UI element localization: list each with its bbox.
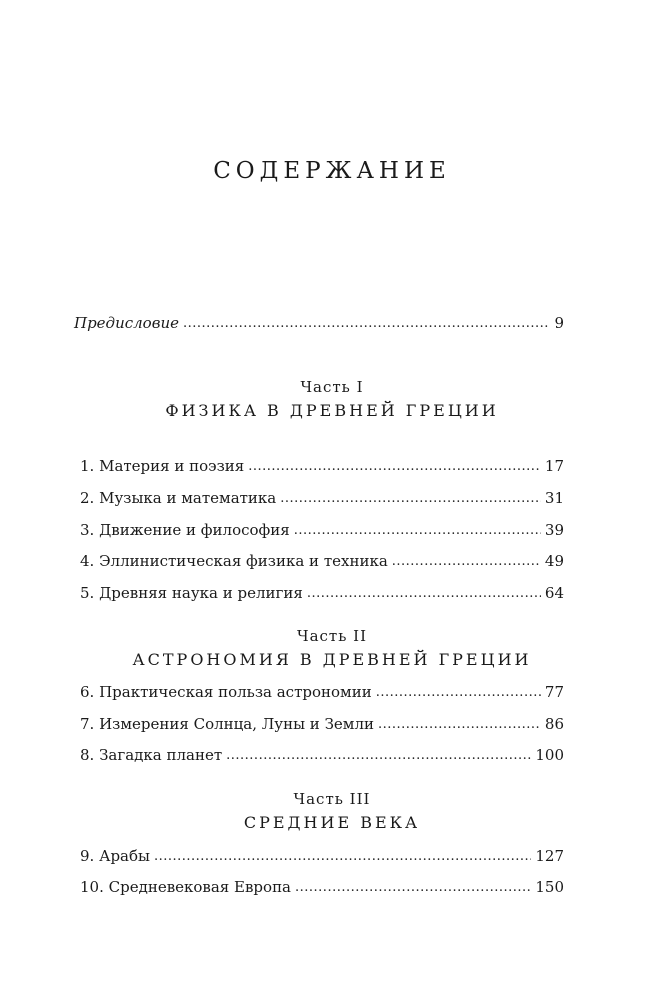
toc-entry[interactable] (80, 488, 564, 510)
part-title: СРЕДНИЕ ВЕКА (243, 813, 421, 832)
toc-leader-dots (294, 519, 541, 541)
toc-leader-dots (307, 582, 541, 604)
toc-entry[interactable] (80, 745, 564, 767)
toc-entry-label: Предисловие (74, 314, 179, 332)
toc-page-number: 77 (544, 683, 564, 701)
toc-entry[interactable] (80, 456, 564, 478)
toc-leader-dots (392, 550, 541, 572)
toc-leader-dots (378, 713, 541, 735)
toc-page-number: 64 (544, 584, 564, 602)
part-title: ФИЗИКА В ДРЕВНЕЙ ГРЕЦИИ (165, 401, 499, 420)
part-number: Часть I (300, 378, 364, 396)
toc-page-number: 86 (544, 715, 564, 733)
toc-entry-label: 2. Музыка и математика (80, 489, 277, 507)
toc-leader-dots (280, 487, 541, 509)
toc-entry[interactable] (80, 877, 564, 899)
toc-page-number: 127 (535, 847, 564, 865)
toc-entry-label: 1. Материя и поэзия (80, 457, 245, 475)
toc-entry[interactable] (80, 682, 564, 704)
toc-page-number: 9 (554, 314, 564, 332)
part-title: АСТРОНОМИЯ В ДРЕВНЕЙ ГРЕЦИИ (132, 650, 532, 669)
toc-leader-dots (376, 681, 541, 703)
toc-entry-label: 8. Загадка планет (80, 746, 223, 764)
page-title: СОДЕРЖАНИЕ (213, 158, 451, 184)
toc-page-number: 39 (544, 521, 564, 539)
toc-entry[interactable] (80, 583, 564, 605)
toc-entry-label: 10. Средневековая Европа (80, 878, 292, 896)
toc-leader-dots (154, 845, 531, 867)
toc-entry-label: 6. Практическая польза астрономии (80, 683, 372, 701)
toc-entry-label: 5. Древняя наука и религия (80, 584, 303, 602)
toc-entry[interactable] (80, 714, 564, 736)
toc-page-number: 100 (535, 746, 564, 764)
toc-leader-dots (226, 744, 531, 766)
toc-entry-label: 9. Арабы (80, 847, 150, 865)
toc-leader-dots (183, 312, 550, 334)
toc-entry[interactable] (80, 520, 564, 542)
toc-page-number: 150 (535, 878, 564, 896)
toc-page-number: 31 (544, 489, 564, 507)
toc-leader-dots (295, 876, 531, 898)
toc-entry-label: 3. Движение и философия (80, 521, 290, 539)
part-number: Часть III (293, 790, 371, 808)
toc-leader-dots (248, 455, 541, 477)
toc-entry-label: 4. Эллинистическая физика и техника (80, 552, 388, 570)
part-number: Часть II (296, 627, 368, 645)
toc-page-number: 49 (544, 552, 564, 570)
toc-entry-preface[interactable] (74, 313, 564, 335)
toc-entry[interactable] (80, 846, 564, 868)
toc-entry[interactable] (80, 551, 564, 573)
toc-entry-label: 7. Измерения Солнца, Луны и Земли (80, 715, 374, 733)
toc-page-number: 17 (544, 457, 564, 475)
